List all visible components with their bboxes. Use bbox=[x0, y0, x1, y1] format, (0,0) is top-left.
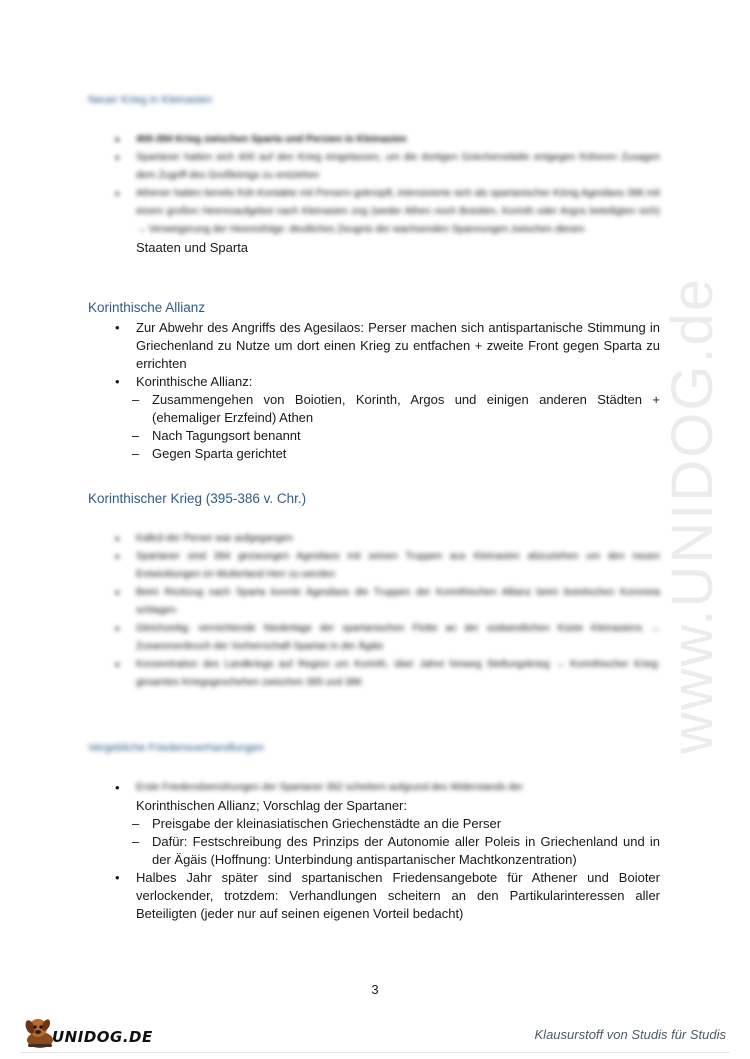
section-kleinasien bbox=[88, 91, 660, 257]
section-frieden bbox=[88, 739, 660, 923]
list-item: • Halbes Jahr später sind spartanischen Friedensangebote für Athener und Boioter verlockender, trotzdem: Verhandlungen scheitern an den Partikularinteressen aller Beteiligten (jeder nur auf seinen eigenen Vorteil bedacht) bbox=[88, 869, 660, 923]
sub-list-item: – Nach Tagungsort benannt bbox=[132, 427, 660, 445]
list-item-blurred-line: • Erste Friedensbemühungen der Spartaner 392 scheitern aufgrund des Widerstands der bbox=[136, 782, 523, 793]
sub-list-item: – Gegen Sparta gerichtet bbox=[132, 445, 660, 463]
list-item: • Spartaner sind 394 gezwungen Agesilaos mit seinen Truppen aus Kleinasien abzuziehen um den neuen Entwicklungen im Mutterland Herr zu werden bbox=[88, 548, 660, 584]
list-item: • Gleichzeitig: vernichtende Niederlage der spartanischen Flotte an der südwestlichen Küste Kleinasiens → Zusammenbruch der Vorherrschaft Spartas in der Ägäis bbox=[88, 620, 660, 656]
sub-list bbox=[132, 391, 660, 463]
watermark-text: www.UNIDOG.de bbox=[660, 276, 726, 754]
footer-slogan: Klausurstoff von Studis für Studis bbox=[534, 1027, 726, 1042]
section-heading: Neuer Krieg in Kleinasien bbox=[88, 94, 213, 106]
bullet-list bbox=[88, 319, 660, 463]
sub-list-item: – Preisgabe der kleinasiatischen Griechenstädte an die Perser bbox=[132, 815, 660, 833]
bullet-list bbox=[88, 530, 660, 692]
section-heading: Vergebliche Friedensverhandlungen bbox=[88, 742, 265, 754]
list-item-visible-line: Korinthischen Allianz; Vorschlag der Spartaner: bbox=[136, 798, 407, 813]
footer-divider bbox=[20, 1052, 730, 1053]
unidog-logo[interactable] bbox=[22, 1010, 162, 1050]
section-heading: Korinthischer Krieg (395-386 v. Chr.) bbox=[88, 491, 307, 506]
list-item: • 400-394 Krieg zwischen Sparta und Persien in Kleinasien bbox=[88, 131, 660, 149]
list-item bbox=[88, 373, 660, 463]
section-allianz bbox=[88, 299, 660, 463]
list-item: • Athener hatten bereits früh Kontakte mit Persern geknüpft, intensivierte sich als spartanischer König Agesilaos 396 mit einem großen Heeresaufgebot nach Kleinasien zog (weder Athen noch Boiotien, Korinth oder Argos beteiligten sich) → Verweigerung der Heeresfolge: deutliches Zeugnis der wachsenden Spannungen zwischen diesen bbox=[88, 185, 660, 239]
list-item: • Spartaner hatten sich 400 auf den Krieg eingelassen, um die dortigen Griechenstädte entgegen früheren Zusagen dem Zugriff des Großkönigs zu entziehen bbox=[88, 149, 660, 185]
list-item-label: Korinthische Allianz: bbox=[136, 374, 253, 389]
list-item: • Beim Rückzug nach Sparta konnte Agesilaos die Truppen der Korinthischen Allianz beim boiotischen Koroneia schlagen bbox=[88, 584, 660, 620]
list-item: • Kalkül der Perser war aufgegangen bbox=[88, 530, 660, 548]
list-item: • Konzentration des Landkriegs auf Region um Korinth, über Jahre hinweg Stellungskrieg → Korinthischer Krieg: gesamtes Kriegsgeschehen zwischen 395 und 386 bbox=[88, 656, 660, 692]
logo-text: UNIDOG.DE bbox=[52, 1028, 153, 1046]
section-krieg bbox=[88, 490, 660, 692]
sub-list-item: – Dafür: Festschreibung des Prinzips der Autonomie aller Poleis in Griechenland und in der Ägäis (Hoffnung: Unterbindung antispartanischer Machtkonzentration) bbox=[132, 833, 660, 869]
bullet-list bbox=[88, 131, 660, 239]
section-heading: Korinthische Allianz bbox=[88, 300, 206, 315]
sub-list bbox=[132, 815, 660, 869]
page-number: 3 bbox=[371, 982, 379, 997]
sub-list-item: – Zusammengehen von Boiotien, Korinth, Argos und einigen anderen Städten + (ehemaliger Erzfeind) Athen bbox=[132, 391, 660, 427]
list-item bbox=[88, 779, 660, 869]
list-item: • Zur Abwehr des Angriffs des Agesilaos: Perser machen sich antispartanische Stimmung in Griechenland zu Nutze um dort einen Krieg zu entfachen + zweite Front gegen Sparta zu errichten bbox=[88, 319, 660, 373]
list-item-continuation: Staaten und Sparta bbox=[136, 240, 249, 255]
bullet-list bbox=[88, 779, 660, 923]
